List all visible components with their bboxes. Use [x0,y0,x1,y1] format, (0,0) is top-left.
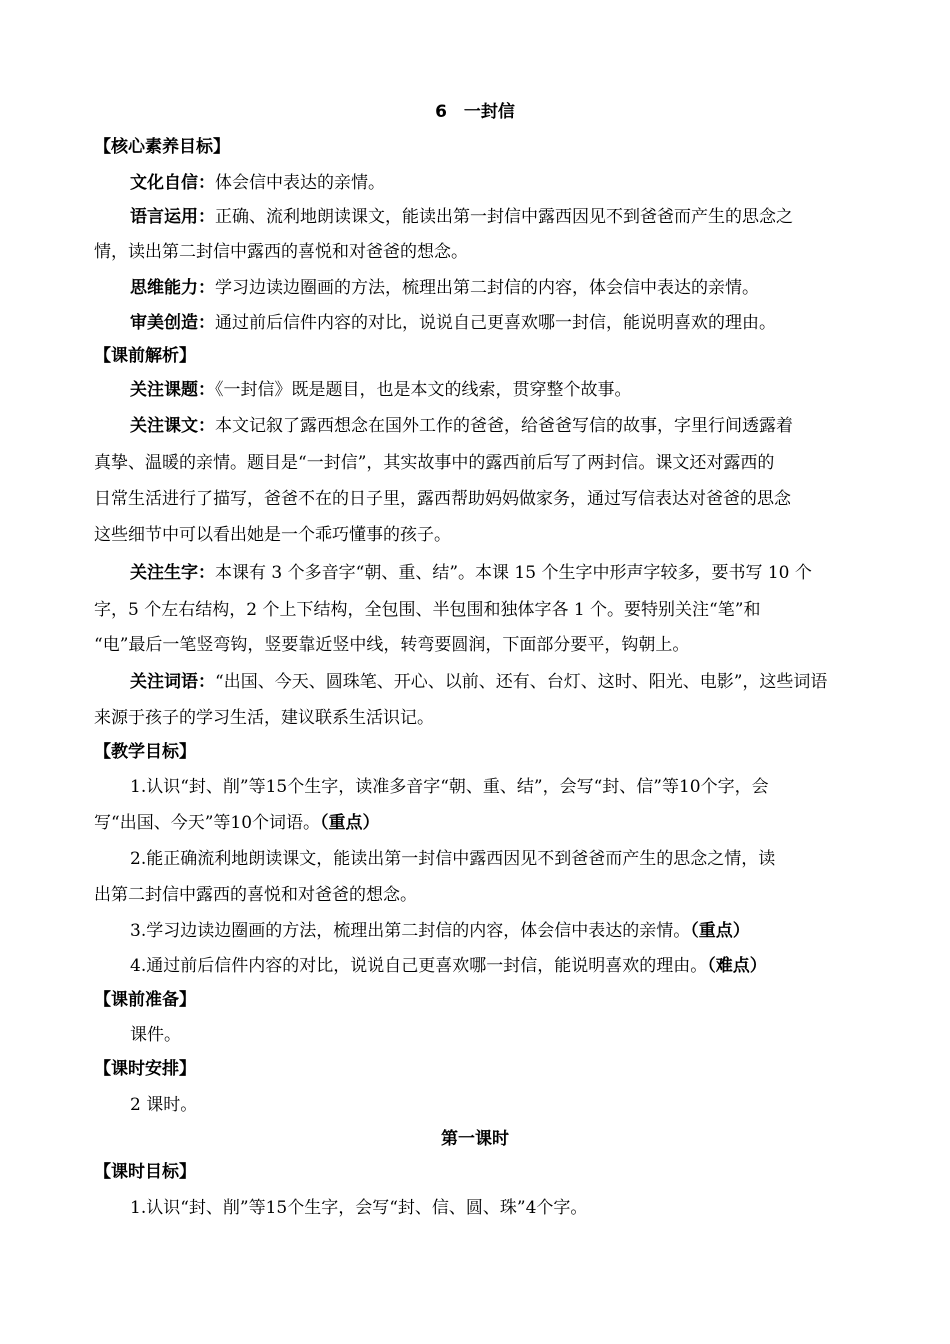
analysis-text-line: 这些细节中可以看出她是一个乖巧懂事的孩子。 [94,525,451,545]
schedule-text: 2 课时。 [130,1095,198,1115]
teaching-goal-1: 1.认识“封、削”等15个生字，读准多音字“朝、重、结”，会写“封、信”等10个字，会 [130,777,769,797]
key-point-tag: （重点） [690,921,750,941]
section-heading-prep: 【课前准备】 [94,990,196,1010]
core-goal-culture [130,171,864,195]
core-goal-language [130,205,864,229]
prep-text: 课件。 [130,1025,181,1045]
analysis-words-para [130,670,864,694]
analysis-text: 《一封信》既是题目，也是本文的线索，贯穿整个故事。 [215,380,632,400]
analysis-text: “出国、今天、圆珠笔、开心、以前、还有、台灯、这时、阳光、电影”，这些词语 [215,672,828,692]
teaching-goal-3 [130,919,864,943]
analysis-text: 本课有 3 个多音字“朝、重、结”。本课 15 个生字中形声字较多，要书写 10 个 [215,563,812,583]
analysis-chars-line: 字，5 个左右结构，2 个上下结构，全包围、半包围和独体字各 1 个。要特别关注“笔”和 [94,600,761,620]
core-goal-label: 文化自信： [130,173,215,193]
analysis-words-line: 来源于孩子的学习生活，建议联系生活识记。 [94,708,434,728]
section-heading-schedule: 【课时安排】 [94,1059,196,1079]
core-goal-text: 正确、流利地朗读课文，能读出第一封信中露西因见不到爸爸而产生的思念之 [215,207,793,227]
analysis-label: 关注课文： [130,416,215,436]
analysis-chars-para [130,561,864,585]
core-goal-label: 思维能力： [130,278,215,298]
analysis-text-line: 日常生活进行了描写，爸爸不在的日子里，露西帮助妈妈做家务，通过写信表达对爸爸的思念 [94,489,791,509]
core-goal-aesthetic [130,311,864,335]
analysis-text-para [130,414,864,438]
teaching-goal-4 [130,954,864,978]
analysis-label: 关注词语： [130,672,215,692]
analysis-label: 关注生字： [130,563,215,583]
core-goal-text: 体会信中表达的亲情。 [215,173,385,193]
document-title: 6 一封信 [435,102,515,122]
analysis-text: 本文记叙了露西想念在国外工作的爸爸，给爸爸写信的故事，字里行间透露着 [215,416,793,436]
teaching-goal-text: 3.学习边读边圈画的方法，梳理出第二封信的内容，体会信中表达的亲情。 [130,921,691,941]
section-heading-pre-analysis: 【课前解析】 [94,346,196,366]
teaching-goal-text: 4.通过前后信件内容的对比，说说自己更喜欢哪一封信，能说明喜欢的理由。 [130,956,708,976]
difficulty-tag: （难点） [707,956,767,976]
teaching-goal-2: 2.能正确流利地朗读课文，能读出第一封信中露西因见不到爸爸而产生的思念之情，读 [130,849,776,869]
key-point-tag: （重点） [320,813,380,833]
analysis-label: 关注课题： [130,380,215,400]
core-goal-text: 通过前后信件内容的对比，说说自己更喜欢哪一封信，能说明喜欢的理由。 [215,313,776,333]
core-goal-label: 语言运用： [130,207,215,227]
section-heading-teaching-goals: 【教学目标】 [94,742,196,762]
section-heading-core-goals: 【核心素养目标】 [94,137,230,157]
analysis-text-line: 真挚、温暖的亲情。题目是“一封信”，其实故事中的露西前后写了两封信。课文还对露西的 [94,453,775,473]
analysis-topic [130,378,864,402]
lesson-1-title: 第一课时 [441,1129,509,1149]
analysis-chars-line: “电”最后一笔竖弯钩，竖要靠近竖中线，转弯要圆润，下面部分要平，钩朝上。 [94,635,690,655]
core-goal-text: 学习边读边圈画的方法，梳理出第二封信的内容，体会信中表达的亲情。 [215,278,759,298]
core-goal-label: 审美创造： [130,313,215,333]
core-goal-thinking [130,276,864,300]
teaching-goal-1-cont [94,811,864,835]
core-goal-language-cont: 情，读出第二封信中露西的喜悦和对爸爸的想念。 [94,242,468,262]
teaching-goal-text: 写“出国、今天”等10个词语。 [94,813,321,833]
teaching-goal-2-cont: 出第二封信中露西的喜悦和对爸爸的想念。 [94,885,417,905]
section-heading-lesson-goals: 【课时目标】 [94,1162,196,1182]
lesson-goal-1: 1.认识“封、削”等15个生字，会写“封、信、圆、珠”4个字。 [130,1198,588,1218]
